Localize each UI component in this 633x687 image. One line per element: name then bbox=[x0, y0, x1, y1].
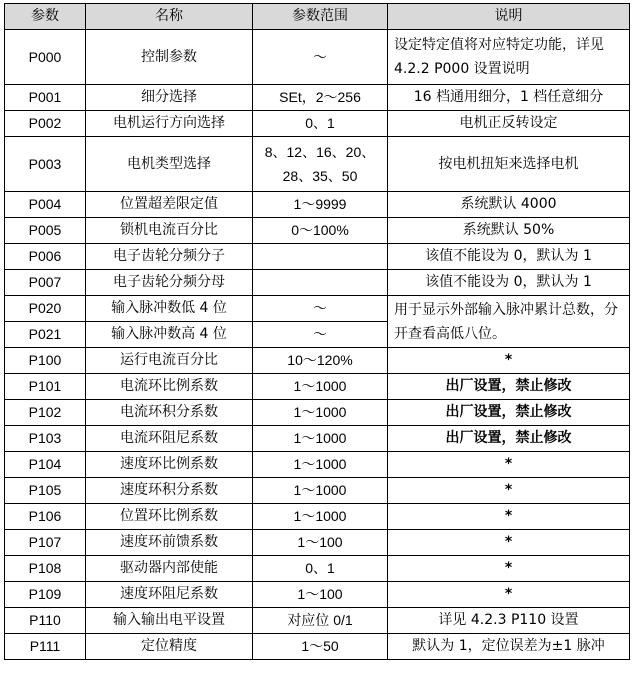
param-description: 该值不能设为 0，默认为 1 bbox=[388, 244, 630, 270]
param-range: ～ bbox=[253, 322, 388, 348]
header-range: 参数范围 bbox=[253, 4, 388, 30]
param-range: 1～9999 bbox=[253, 192, 388, 218]
param-code: P006 bbox=[5, 244, 86, 270]
param-code: P103 bbox=[5, 426, 86, 452]
param-range: SEt，2～256 bbox=[253, 85, 388, 111]
param-name: 电机运行方向选择 bbox=[86, 111, 253, 137]
param-description: 详见 4.2.3 P110 设置 bbox=[388, 608, 630, 634]
param-description: * bbox=[388, 348, 630, 374]
param-code: P005 bbox=[5, 218, 86, 244]
table-row bbox=[5, 270, 630, 296]
param-name: 定位精度 bbox=[86, 634, 253, 660]
table-row bbox=[5, 634, 630, 660]
param-description: 出厂设置，禁止修改 bbox=[388, 426, 630, 452]
param-range bbox=[253, 244, 388, 270]
table-row bbox=[5, 111, 630, 137]
param-code: P107 bbox=[5, 530, 86, 556]
param-range bbox=[253, 270, 388, 296]
param-description: 按电机扭矩来选择电机 bbox=[388, 137, 630, 192]
param-description: 默认为 1，定位误差为±1 脉冲 bbox=[388, 634, 630, 660]
param-range: 1～1000 bbox=[253, 374, 388, 400]
param-code: P101 bbox=[5, 374, 86, 400]
table-row bbox=[5, 426, 630, 452]
table-row bbox=[5, 30, 630, 85]
param-description: 出厂设置，禁止修改 bbox=[388, 400, 630, 426]
param-description: 该值不能设为 0，默认为 1 bbox=[388, 270, 630, 296]
param-name: 位置环比例系数 bbox=[86, 504, 253, 530]
param-description: 用于显示外部输入脉冲累计总数，分开查看高低八位。 bbox=[388, 296, 630, 348]
param-range: 8、12、16、20、28、35、50 bbox=[253, 137, 388, 192]
param-name: 控制参数 bbox=[86, 30, 253, 85]
table-row bbox=[5, 85, 630, 111]
param-code: P000 bbox=[5, 30, 86, 85]
param-description: 出厂设置，禁止修改 bbox=[388, 374, 630, 400]
table-row bbox=[5, 400, 630, 426]
param-name: 电流环比例系数 bbox=[86, 374, 253, 400]
param-name: 电流环阻尼系数 bbox=[86, 426, 253, 452]
param-range: 10～120% bbox=[253, 348, 388, 374]
param-range: 1～1000 bbox=[253, 400, 388, 426]
header-name: 名称 bbox=[86, 4, 253, 30]
table-row bbox=[5, 374, 630, 400]
param-name: 输入脉冲数高 4 位 bbox=[86, 322, 253, 348]
param-name: 电子齿轮分频分母 bbox=[86, 270, 253, 296]
param-name: 输入脉冲数低 4 位 bbox=[86, 296, 253, 322]
param-name: 速度环比例系数 bbox=[86, 452, 253, 478]
param-code: P100 bbox=[5, 348, 86, 374]
table-row bbox=[5, 608, 630, 634]
param-name: 电机类型选择 bbox=[86, 137, 253, 192]
param-name: 细分选择 bbox=[86, 85, 253, 111]
param-name: 速度环积分系数 bbox=[86, 478, 253, 504]
param-code: P102 bbox=[5, 400, 86, 426]
param-range: 0、1 bbox=[253, 111, 388, 137]
param-range: 1～1000 bbox=[253, 452, 388, 478]
table-row bbox=[5, 218, 630, 244]
param-description: 设定特定值将对应特定功能，详见 4.2.2 P000 设置说明 bbox=[388, 30, 630, 85]
param-range: 1～100 bbox=[253, 582, 388, 608]
param-code: P109 bbox=[5, 582, 86, 608]
param-range: ～ bbox=[253, 296, 388, 322]
param-description: * bbox=[388, 582, 630, 608]
table-row bbox=[5, 452, 630, 478]
param-description: * bbox=[388, 556, 630, 582]
param-name: 电流环积分系数 bbox=[86, 400, 253, 426]
param-description: * bbox=[388, 504, 630, 530]
table-row bbox=[5, 137, 630, 192]
param-range: 0～100% bbox=[253, 218, 388, 244]
param-range: 对应位 0/1 bbox=[253, 608, 388, 634]
param-description: * bbox=[388, 452, 630, 478]
param-name: 输入输出电平设置 bbox=[86, 608, 253, 634]
param-name: 速度环前馈系数 bbox=[86, 530, 253, 556]
header-description: 说明 bbox=[388, 4, 630, 30]
param-range: 1～1000 bbox=[253, 478, 388, 504]
param-name: 速度环阻尼系数 bbox=[86, 582, 253, 608]
param-code: P021 bbox=[5, 322, 86, 348]
table-row bbox=[5, 478, 630, 504]
param-description: * bbox=[388, 478, 630, 504]
param-name: 位置超差限定值 bbox=[86, 192, 253, 218]
param-range: ～ bbox=[253, 30, 388, 85]
table-row bbox=[5, 192, 630, 218]
param-range: 1～1000 bbox=[253, 426, 388, 452]
table-row bbox=[5, 556, 630, 582]
table-row bbox=[5, 504, 630, 530]
param-name: 锁机电流百分比 bbox=[86, 218, 253, 244]
param-code: P002 bbox=[5, 111, 86, 137]
param-code: P111 bbox=[5, 634, 86, 660]
param-name: 驱动器内部使能 bbox=[86, 556, 253, 582]
param-range: 1～50 bbox=[253, 634, 388, 660]
param-code: P003 bbox=[5, 137, 86, 192]
table-row bbox=[5, 348, 630, 374]
table-header-row bbox=[5, 4, 630, 30]
table-row bbox=[5, 296, 630, 322]
param-code: P007 bbox=[5, 270, 86, 296]
param-code: P106 bbox=[5, 504, 86, 530]
table-row bbox=[5, 582, 630, 608]
parameter-table bbox=[4, 3, 630, 660]
param-code: P001 bbox=[5, 85, 86, 111]
param-description: 系统默认 50% bbox=[388, 218, 630, 244]
param-name: 运行电流百分比 bbox=[86, 348, 253, 374]
param-code: P004 bbox=[5, 192, 86, 218]
param-name: 电子齿轮分频分子 bbox=[86, 244, 253, 270]
param-range: 0、1 bbox=[253, 556, 388, 582]
param-description: 系统默认 4000 bbox=[388, 192, 630, 218]
param-range: 1～1000 bbox=[253, 504, 388, 530]
param-code: P108 bbox=[5, 556, 86, 582]
param-description: 16 档通用细分，1 档任意细分 bbox=[388, 85, 630, 111]
table-row bbox=[5, 530, 630, 556]
param-code: P110 bbox=[5, 608, 86, 634]
param-code: P105 bbox=[5, 478, 86, 504]
param-code: P020 bbox=[5, 296, 86, 322]
param-range: 1～100 bbox=[253, 530, 388, 556]
table-row bbox=[5, 244, 630, 270]
header-code: 参数 bbox=[5, 4, 86, 30]
param-description: * bbox=[388, 530, 630, 556]
param-description: 电机正反转设定 bbox=[388, 111, 630, 137]
param-code: P104 bbox=[5, 452, 86, 478]
